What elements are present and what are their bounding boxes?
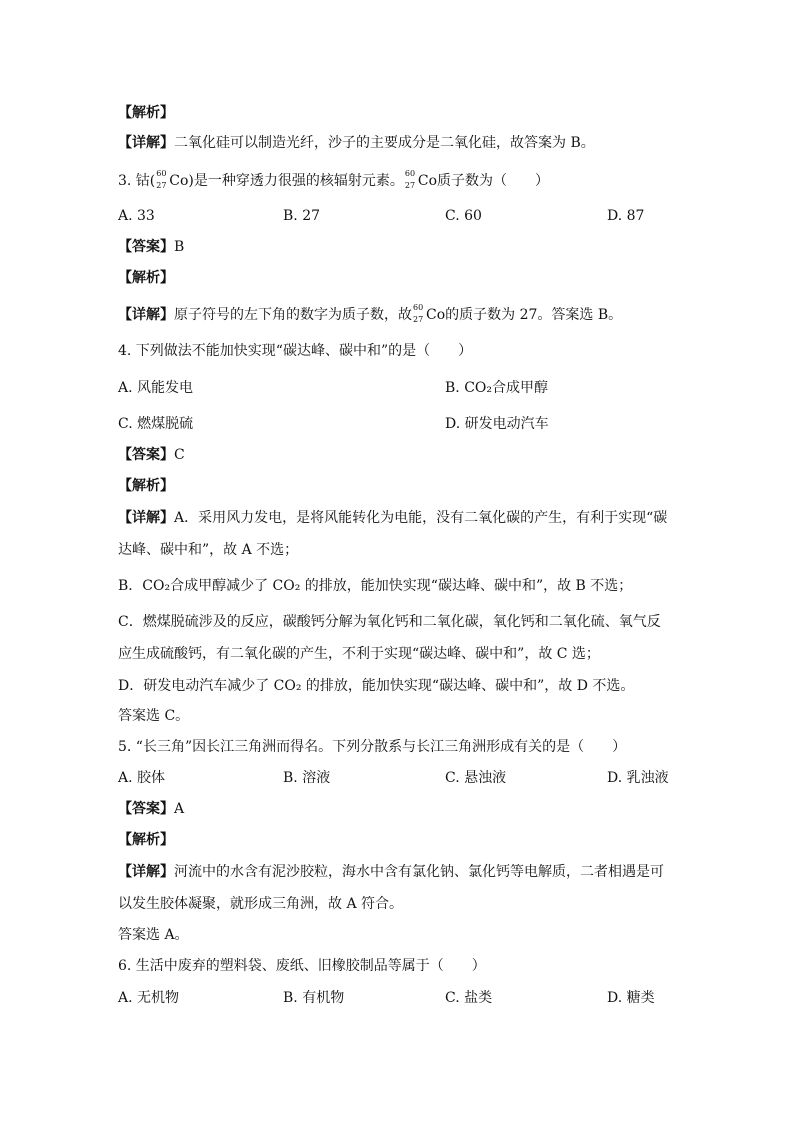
q5-option-b: B. 溶液 <box>283 770 331 786</box>
q4-option-b: B. CO₂合成甲醇 <box>445 380 548 396</box>
q4-option-d: D. 研发电动汽车 <box>445 416 549 432</box>
q3-stem: 3. 钴( 60 27 Co)是一种穿透力很强的核辐射元素。 60 27 Co质子数为（ ） <box>118 169 550 190</box>
isotope-notation: 60 27 <box>156 169 167 190</box>
q4-analysis-label: 【解析】 <box>118 478 174 494</box>
q5-analysis-label: 【解析】 <box>118 832 174 848</box>
q4-detail-line: 达峰、碳中和”，故 A 不选； <box>118 542 299 558</box>
q5-answer: 【答案】A <box>118 801 185 817</box>
q6-option-a: A. 无机物 <box>118 990 180 1006</box>
q5-stem: 5. “长三角”因长江三角洲而得名。下列分散系与长江三角洲形成有关的是（ ） <box>118 739 627 755</box>
q5-option-c: C. 悬浊液 <box>445 770 507 786</box>
q6-stem: 6. 生活中废弃的塑料袋、废纸、旧橡胶制品等属于（ ） <box>118 958 486 974</box>
q4-option-a: A. 风能发电 <box>118 380 194 396</box>
q3-answer: 【答案】B <box>118 239 185 255</box>
q4-option-c: C. 燃煤脱硫 <box>118 416 194 432</box>
q5-detail-line: 以发生胶体凝聚，就形成三角洲，故 A 符合。 <box>118 896 404 912</box>
q5-option-a: A. 胶体 <box>118 770 166 786</box>
q3-option-b: B. 27 <box>283 208 321 224</box>
q4-detail-line: D．研发电动汽车减少了 CO₂ 的排放，能加快实现“碳达峰、碳中和”，故 D 不选。 <box>118 678 635 694</box>
q4-detail-line: B．CO₂合成甲醇减少了 CO₂ 的排放，能加快实现“碳达峰、碳中和”，故 B 不选； <box>118 578 633 594</box>
q3-option-d: D. 87 <box>607 208 645 224</box>
q2-detail: 【详解】二氧化硅可以制造光纤，沙子的主要成分是二氧化硅，故答案为 B。 <box>118 135 595 151</box>
q5-option-d: D. 乳浊液 <box>607 770 669 786</box>
q4-detail-line: 应生成硫酸钙，有二氧化碳的产生，不利于实现“碳达峰、碳中和”，故 C 选； <box>118 646 600 662</box>
q6-option-d: D. 糖类 <box>607 990 655 1006</box>
q4-detail-line: C．燃煤脱硫涉及的反应，碳酸钙分解为氧化钙和二氧化碳，氧化钙和二氧化硫、氧气反 <box>118 614 661 630</box>
q4-stem: 4. 下列做法不能加快实现“碳达峰、碳中和”的是（ ） <box>118 343 473 359</box>
q5-detail-line: 【详解】河流中的水含有泥沙胶粒，海水中含有氯化钠、氯化钙等电解质，二者相遇是可 <box>118 864 664 880</box>
q3-analysis-label: 【解析】 <box>118 270 174 286</box>
q6-option-b: B. 有机物 <box>283 990 345 1006</box>
q3-option-a: A. 33 <box>118 208 155 224</box>
q4-detail-line: 【详解】A．采用风力发电，是将风能转化为电能，没有二氧化碳的产生，有利于实现“碳 <box>118 510 668 526</box>
q3-option-c: C. 60 <box>445 208 482 224</box>
analysis-label: 【解析】 <box>118 105 174 121</box>
q4-answer: 【答案】C <box>118 447 185 463</box>
q4-conclusion: 答案选 C。 <box>118 708 190 724</box>
q6-option-c: C. 盐类 <box>445 990 493 1006</box>
q5-conclusion: 答案选 A。 <box>118 927 189 943</box>
q3-detail: 【详解】原子符号的左下角的数字为质子数，故 60 27 Co的质子数为 27。答案选 B。 <box>118 303 623 324</box>
